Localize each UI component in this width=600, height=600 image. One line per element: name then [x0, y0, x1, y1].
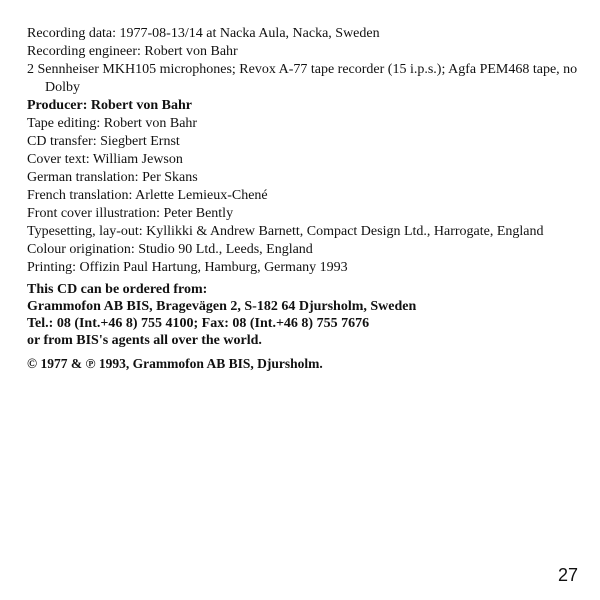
- credit-line: Front cover illustration: Peter Bently: [27, 206, 234, 221]
- credit-line: 2 Sennheiser MKH105 microphones; Revox A-77 tape recorder (15 i.p.s.); Agfa PEM468 tape, no Dolby: [27, 62, 578, 95]
- credit-line: Printing: Offizin Paul Hartung, Hamburg, Germany 1993: [27, 260, 348, 275]
- credit-line: Cover text: William Jewson: [27, 152, 183, 167]
- page-number: 27: [557, 565, 578, 585]
- credit-line: German translation: Per Skans: [27, 170, 198, 185]
- order-phone: Tel.: 08 (Int.+46 8) 755 4100; Fax: 08 (Int.+46 8) 755 7676: [27, 316, 370, 331]
- credit-line: Recording data: 1977-08-13/14 at Nacka Aula, Nacka, Sweden: [27, 26, 380, 41]
- order-info: [27, 281, 587, 349]
- credit-line: Tape editing: Robert von Bahr: [27, 116, 198, 131]
- credit-list: [27, 25, 587, 277]
- order-address: Grammofon AB BIS, Bragevägen 2, S-182 64 Djursholm, Sweden: [27, 299, 417, 314]
- credit-line: French translation: Arlette Lemieux-Chené: [27, 188, 268, 203]
- copyright-notice: © 1977 & ℗ 1993, Grammofon AB BIS, Djursholm.: [27, 356, 323, 371]
- credits-block: [27, 25, 587, 372]
- order-agents: or from BIS's agents all over the world.: [27, 333, 262, 348]
- credit-line: Recording engineer: Robert von Bahr: [27, 44, 238, 59]
- credit-line: Producer: Robert von Bahr: [27, 98, 192, 113]
- order-heading: This CD can be ordered from:: [27, 282, 208, 297]
- credit-line: Typesetting, lay-out: Kyllikki & Andrew Barnett, Compact Design Ltd., Harrogate, England: [27, 224, 544, 239]
- credit-line: Colour origination: Studio 90 Ltd., Leeds, England: [27, 242, 313, 257]
- credit-line: CD transfer: Siegbert Ernst: [27, 134, 180, 149]
